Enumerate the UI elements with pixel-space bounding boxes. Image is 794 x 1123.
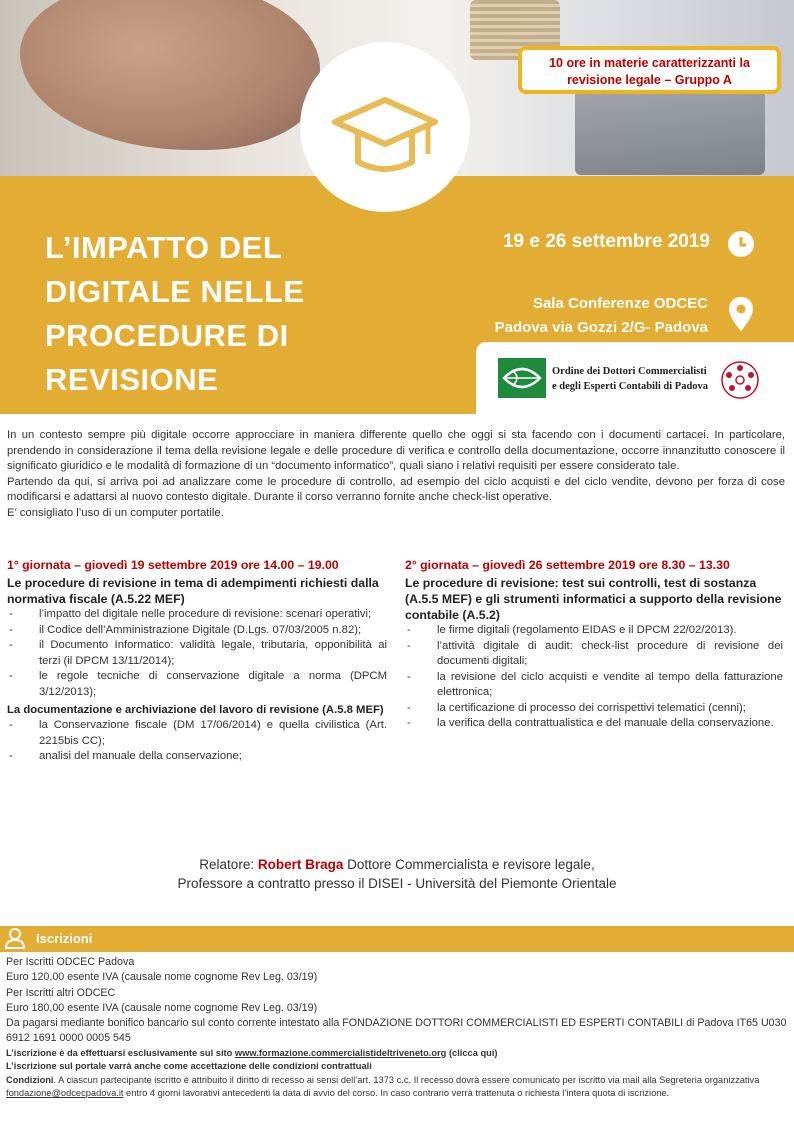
list-item: - la revisione del ciclo acquisti e vendite al tempo della fatturazione elettronica; [405,670,783,701]
list-item: - il Documento Informatico: validità legale, tributaria, opponibilità ai terzi (il DPCM 13/11/2014); [7,638,387,669]
hand-photo-detail [20,0,320,150]
registration-details [6,955,790,1101]
reg-line-1: Per Iscritti ODCEC Padova [6,956,135,968]
day-1-list-2 [7,718,387,765]
list-item: - le firme digitali (regolamento EIDAS e il DPCM 22/02/2013). [405,623,783,639]
calculator-photo-detail [575,80,765,175]
speaker-role: Dottore Commercialista e revisore legale, [343,857,595,872]
event-date: 19 e 26 settembre 2019 [502,231,710,252]
org-name [552,364,722,394]
email-link[interactable]: fondazione@odcecpadova.it [6,1088,124,1099]
title-line-4: REVISIONE [45,362,219,397]
odcec-logo-icon [498,358,546,398]
day-1-topic: Le procedure di revisione in tema di adempimenti richiesti dalla normativa fiscale (A.5.22 MEF) [7,576,379,606]
registration-bar [0,926,794,952]
title-line-2: DIGITALE NELLE [45,274,305,309]
cndcec-logo-icon [720,360,760,400]
speaker-line-2: Professore a contratto presso il DISEI - Università del Piemonte Orientale [177,876,617,891]
badge-line-2: revisione legale – Gruppo A [567,73,732,87]
conditions-label: Condizioni [6,1074,54,1085]
title-line-1: L’IMPATTO DEL [45,230,283,265]
reg-site-suffix: (clicca qui) [446,1047,498,1058]
list-item: - la certificazione di processo dei corrispettivi telematici (cenni); [405,701,783,717]
list-item: - l’impatto del digitale nelle procedure di revisione: scenari operativi; [7,607,387,623]
venue-line-1: Sala Conferenze ODCEC [532,295,708,312]
page-title [45,226,335,402]
day-2-topic: Le procedure di revisione: test sui controlli, test di sostanza (A.5.5 MEF) e gli strumenti informatici a supporto della revisione contabile (A.5.2) [405,576,782,622]
event-venue [440,292,708,340]
graduation-cap-icon [330,92,440,182]
conditions-pre: . A ciascun partecipante iscritto è attribuito il diritto di recesso ai sensi dell’art. 1373 c.c. Il recesso dovrà essere comunicato per iscritto via mail alla Segreteria organizzativa [53,1074,760,1085]
title-line-3: PROCEDURE DI [45,318,289,353]
reg-line-6 [6,1047,790,1061]
clock-icon [727,230,755,258]
intro-paragraph-3: E’ consigliato l’uso di un computer portatile. [7,506,224,519]
intro-paragraph-1: In un contesto sempre più digitale occorre approcciare in maniera differente quello che oggi si sta facendo con i documenti cartacei. In particolare, prendendo in considerazione il tema della revisione legale e delle procedure di verifica e controllo della documentazione, occorre innanzitutto conoscere il significato giuridico e le modalità di formazione di un “documento informatico”, quali siano i relativi requisiti per essere considerato tale. [7,429,785,473]
day-1-subtopic: La documentazione e archiviazione del lavoro di revisione (A.5.8 MEF) [7,704,384,716]
list-item: - analisi del manuale della conservazione; [7,749,387,765]
day-2-program [405,557,783,732]
list-item: - la verifica della contrattualistica e del manuale della conservazione. [405,716,783,732]
registration-link[interactable]: www.formazione.commercialistideltriveneto.org [234,1047,447,1058]
registration-title: Iscrizioni [36,931,93,946]
intro-paragraph-2: Partendo da qui, si arriva poi ad analizzare come le procedure di controllo, ad esempio del ciclo acquisti e del ciclo vendite, devono per forza di cose modificarsi e adattarsi al nuovo contesto digitale. Durante il corso verranno fornite anche check-list operative. [7,475,785,504]
list-item: - il Codice dell’Amministrazione Digitale (D.Lgs. 07/03/2005 n.82); [7,623,387,639]
list-item: - le regole tecniche di conservazione digitale a norma (DPCM 3/12/2013); [7,669,387,700]
org-name-line-2: e degli Esperti Contabili di Padova [552,381,709,392]
org-name-line-1: Ordine dei Dottori Commercialisti [552,366,707,377]
reg-line-3: Per Iscritti altri ODCEC [6,986,116,999]
day-1-list [7,607,387,700]
speaker-name: Robert Braga [257,857,344,872]
conditions-post: entro 4 giorni lavorativi antecedenti la data di avvio del corso. In caso contrario verrà trattenuta o richiesta l’intera quota di iscrizione. [123,1088,670,1099]
venue-line-2: Padova via Gozzi 2/G- Padova [494,319,708,336]
day-1-program [7,557,387,765]
speaker-prefix: Relatore: [199,857,258,872]
reg-line-5: Da pagarsi mediante bonifico bancario sul conto corrente intestato alla FONDAZIONE DOTTORI COMMERCIALISTI ED ESPERTI CONTABILI di Padova IT65 U030 6912 1691 0000 0005 545 [6,1017,787,1045]
list-item: - l’attività digitale di audit: check-list procedure di revisione dei documenti digitali; [405,639,783,670]
day-2-list [405,623,783,732]
reg-line-7: L’iscrizione sul portale varrà anche come accettazione delle condizioni contrattuali [6,1061,372,1072]
list-item: - la Conservazione fiscale (DM 17/06/2014) e quella civilistica (Art. 2215bis CC); [7,718,387,749]
location-pin-icon [728,296,754,332]
day-1-heading: 1° giornata – giovedì 19 settembre 2019 ore 14.00 – 19.00 [7,558,339,572]
conditions-text [6,1074,790,1101]
speaker-info [0,855,794,893]
intro-text [7,428,785,522]
credits-badge [518,46,781,94]
day-2-heading: 2° giornata – giovedì 26 settembre 2019 ore 8.30 – 13.30 [405,558,730,572]
user-icon [4,927,26,949]
speaker-line-1 [0,855,794,874]
reg-line-4: Euro 180,00 esente IVA (causale nome cognome Rev Leg. 03/19) [6,1001,318,1014]
badge-line-1: 10 ore in materie caratterizzanti la [549,56,750,70]
reg-line-2: Euro 120,00 esente IVA (causale nome cognome Rev Leg. 03/19) [6,971,318,984]
reg-site-prefix: L’iscrizione è da effettuarsi esclusivamente sul sito [6,1047,235,1058]
